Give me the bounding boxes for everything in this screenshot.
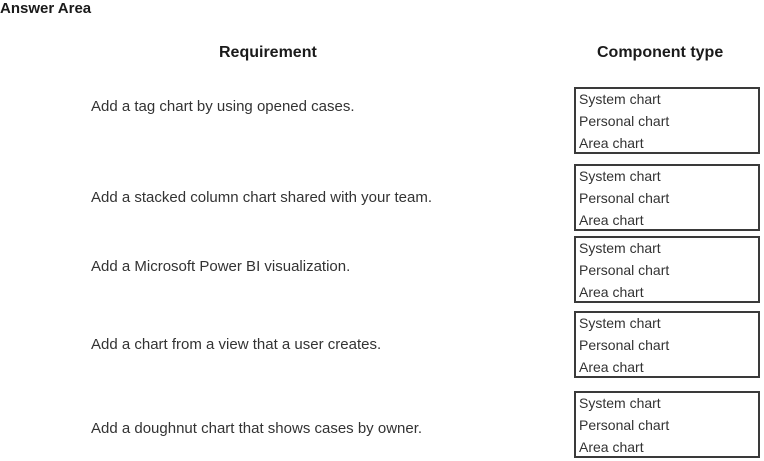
- option-system-chart[interactable]: System chart: [579, 240, 661, 256]
- option-personal-chart[interactable]: Personal chart: [579, 417, 670, 433]
- option-personal-chart[interactable]: Personal chart: [579, 190, 670, 206]
- component-type-dropdown[interactable]: [574, 236, 760, 303]
- requirement-text: Add a chart from a view that a user creates.: [91, 336, 382, 353]
- requirement-text: Add a doughnut chart that shows cases by owner.: [91, 420, 423, 437]
- option-system-chart[interactable]: System chart: [579, 395, 661, 411]
- option-system-chart[interactable]: System chart: [579, 315, 661, 331]
- option-area-chart[interactable]: Area chart: [579, 212, 644, 228]
- requirement-text: Add a Microsoft Power BI visualization.: [91, 258, 351, 275]
- option-area-chart[interactable]: Area chart: [579, 359, 644, 375]
- requirement-column-header: Requirement: [219, 44, 317, 61]
- option-personal-chart[interactable]: Personal chart: [579, 337, 670, 353]
- option-area-chart[interactable]: Area chart: [579, 284, 644, 300]
- requirement-text: Add a stacked column chart shared with your team.: [91, 189, 433, 206]
- option-system-chart[interactable]: System chart: [579, 168, 661, 184]
- requirement-text: Add a tag chart by using opened cases.: [91, 98, 355, 115]
- option-area-chart[interactable]: Area chart: [579, 135, 644, 151]
- option-personal-chart[interactable]: Personal chart: [579, 262, 670, 278]
- component-type-column-header: Component type: [597, 44, 724, 61]
- option-personal-chart[interactable]: Personal chart: [579, 113, 670, 129]
- option-system-chart[interactable]: System chart: [579, 91, 661, 107]
- answer-area-title: Answer Area: [0, 0, 92, 17]
- component-type-dropdown[interactable]: [574, 164, 760, 231]
- component-type-dropdown[interactable]: [574, 391, 760, 458]
- component-type-dropdown[interactable]: [574, 87, 760, 154]
- component-type-dropdown[interactable]: [574, 311, 760, 378]
- option-area-chart[interactable]: Area chart: [579, 439, 644, 455]
